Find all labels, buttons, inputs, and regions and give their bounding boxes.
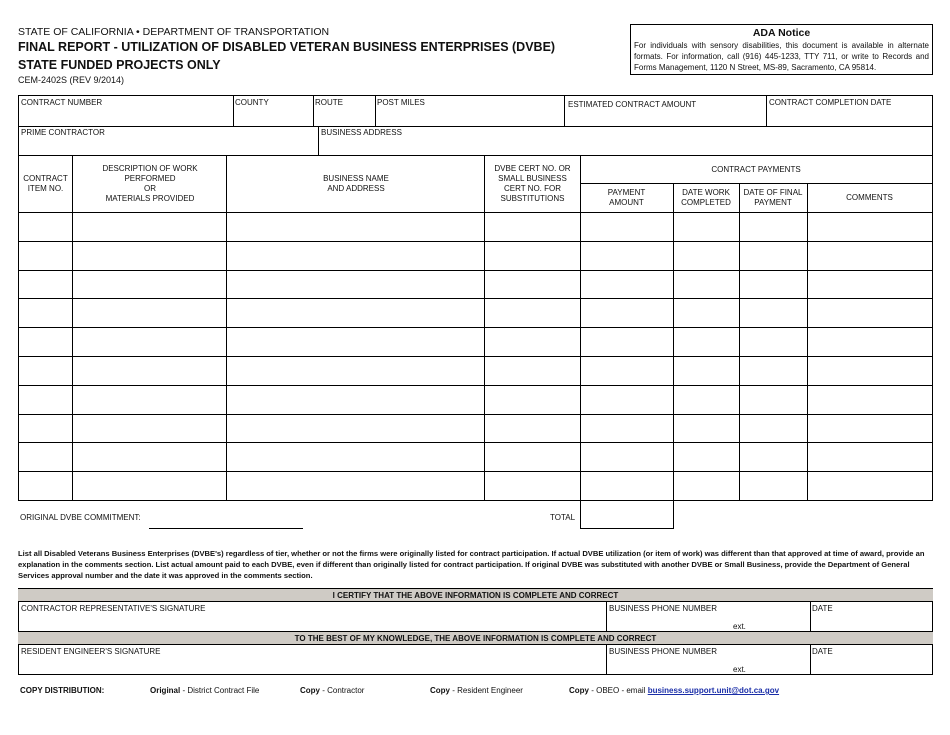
col-header-payment-amount: PAYMENT AMOUNT [607, 188, 646, 207]
col-header-date-completed: DATE WORK COMPLETED [681, 188, 731, 207]
cell-date-final-payment[interactable] [740, 299, 807, 327]
col-header-date-final-payment: DATE OF FINAL PAYMENT [743, 188, 803, 207]
col-header-description: DESCRIPTION OF WORK PERFORMED OR MATERIALS PROVIDED [102, 164, 198, 203]
cell-date-final-payment[interactable] [740, 357, 807, 385]
cell-date-final-payment[interactable] [740, 213, 807, 241]
form-number: CEM-2402S (REV 9/2014) [18, 75, 125, 85]
col-header-comments: COMMENTS [846, 193, 893, 202]
ada-notice-title: ADA Notice [752, 27, 811, 39]
knowledge-heading: TO THE BEST OF MY KNOWLEDGE, THE ABOVE INFORMATION IS COMPLETE AND CORRECT [18, 631, 933, 645]
ada-notice-box [630, 24, 933, 75]
contractor-phone-label: BUSINESS PHONE NUMBER [609, 604, 718, 613]
cell-date-completed[interactable] [674, 443, 739, 471]
distribution-copy-contractor [300, 686, 364, 695]
copy-contractor-text: - Contractor [320, 686, 365, 695]
original-commitment-field[interactable] [149, 512, 303, 529]
row-divider [18, 500, 933, 501]
cell-cert-no[interactable] [485, 415, 580, 443]
cell-comments[interactable] [808, 415, 932, 443]
cell-comments[interactable] [808, 213, 932, 241]
original-bold: Original [150, 686, 181, 695]
cell-description[interactable] [73, 386, 226, 414]
cell-comments[interactable] [808, 472, 932, 500]
engineer-phone-label: BUSINESS PHONE NUMBER [609, 647, 718, 656]
cell-item-no[interactable] [19, 386, 72, 414]
cell-business-name[interactable] [227, 415, 484, 443]
cell-business-name[interactable] [227, 443, 484, 471]
cell-business-name[interactable] [227, 357, 484, 385]
cell-item-no[interactable] [19, 271, 72, 299]
cell-item-no[interactable] [19, 242, 72, 270]
business-address-label: BUSINESS ADDRESS [321, 128, 402, 137]
cell-business-name[interactable] [227, 299, 484, 327]
cell-payment-amount[interactable] [581, 415, 673, 443]
cell-cert-no[interactable] [485, 271, 580, 299]
ada-notice-text: For individuals with sensory disabilities, this document is available in alternate formats. For information, call (916) 445-1233, TTY 711, or write to Records and Forms Management, 1120 N Street, MS-89, Sacramento, CA 95814. [634, 41, 929, 72]
cell-date-completed[interactable] [674, 328, 739, 356]
engineer-ext-label: ext. [733, 665, 746, 674]
cell-business-name[interactable] [227, 271, 484, 299]
cell-comments[interactable] [808, 443, 932, 471]
county-label: COUNTY [235, 98, 269, 107]
cell-item-no[interactable] [19, 328, 72, 356]
cell-date-completed[interactable] [674, 213, 739, 241]
form-subtitle: STATE FUNDED PROJECTS ONLY [18, 58, 221, 72]
contractor-ext-label: ext. [733, 622, 746, 631]
cell-comments[interactable] [808, 386, 932, 414]
cell-business-name[interactable] [227, 213, 484, 241]
cell-cert-no[interactable] [485, 213, 580, 241]
cell-date-final-payment[interactable] [740, 415, 807, 443]
contractor-date-label: DATE [812, 604, 833, 613]
cell-item-no[interactable] [19, 415, 72, 443]
distribution-copy-obeo [569, 686, 779, 695]
cell-payment-amount[interactable] [581, 328, 673, 356]
cell-date-completed[interactable] [674, 386, 739, 414]
cell-payment-amount[interactable] [581, 213, 673, 241]
business-address-field[interactable] [319, 127, 932, 155]
cell-item-no[interactable] [19, 443, 72, 471]
cell-date-completed[interactable] [674, 357, 739, 385]
instructions-text: List all Disabled Veterans Business Enterprises (DVBE's) regardless of tier, whether or not the firms were originally listed for contract participation. If actual DVBE utilization (or item of work) was different than that approved at time of award, provide an explanation in the comments section. List actual amount paid to each DVBE, even if different than originally listed for contract participation. If original DVBE was substituted with another DVBE or Small Business, provide the Department of General Services approval number and the date it was approved in the comments section. [18, 549, 925, 580]
agency-line: STATE OF CALIFORNIA • DEPARTMENT OF TRANSPORTATION [18, 26, 330, 38]
cell-cert-no[interactable] [485, 443, 580, 471]
distribution-original [150, 686, 259, 695]
cell-date-completed[interactable] [674, 415, 739, 443]
cell-business-name[interactable] [227, 472, 484, 500]
cell-item-no[interactable] [19, 213, 72, 241]
total-label: TOTAL [550, 513, 576, 522]
post-miles-label: POST MILES [377, 98, 425, 107]
original-text: - District Contract File [180, 686, 260, 695]
cell-item-no[interactable] [19, 357, 72, 385]
cell-description[interactable] [73, 271, 226, 299]
cell-date-final-payment[interactable] [740, 271, 807, 299]
cell-date-completed[interactable] [674, 472, 739, 500]
engineer-date-label: DATE [812, 647, 833, 656]
cell-date-final-payment[interactable] [740, 386, 807, 414]
cell-description[interactable] [73, 472, 226, 500]
original-commitment-label: ORIGINAL DVBE COMMITMENT: [20, 513, 141, 522]
cell-date-final-payment[interactable] [740, 242, 807, 270]
cell-payment-amount[interactable] [581, 271, 673, 299]
cell-description[interactable] [73, 328, 226, 356]
cell-cert-no[interactable] [485, 386, 580, 414]
copy-bold: Copy [569, 686, 589, 695]
cell-payment-amount[interactable] [581, 242, 673, 270]
cell-cert-no[interactable] [485, 328, 580, 356]
cell-business-name[interactable] [227, 328, 484, 356]
cell-date-completed[interactable] [674, 271, 739, 299]
contract-number-label: CONTRACT NUMBER [21, 98, 103, 107]
cell-business-name[interactable] [227, 386, 484, 414]
copy-bold: Copy [300, 686, 320, 695]
distribution-copy-engineer [430, 686, 523, 695]
cell-cert-no[interactable] [485, 472, 580, 500]
cell-payment-amount[interactable] [581, 386, 673, 414]
col-header-item-no: CONTRACT ITEM NO. [23, 174, 68, 193]
cell-date-completed[interactable] [674, 242, 739, 270]
cell-date-final-payment[interactable] [740, 472, 807, 500]
copy-bold: Copy [430, 686, 450, 695]
cell-description[interactable] [73, 357, 226, 385]
cell-item-no[interactable] [19, 472, 72, 500]
copy-obeo-text: - OBEO - email [589, 686, 648, 695]
cell-date-completed[interactable] [674, 299, 739, 327]
cell-business-name[interactable] [227, 242, 484, 270]
cell-description[interactable] [73, 242, 226, 270]
engineer-signature-label: RESIDENT ENGINEER'S SIGNATURE [21, 647, 161, 656]
cell-item-no[interactable] [19, 299, 72, 327]
route-label: ROUTE [315, 98, 343, 107]
cell-description[interactable] [73, 213, 226, 241]
copy-engineer-text: - Resident Engineer [450, 686, 523, 695]
certify-heading: I CERTIFY THAT THE ABOVE INFORMATION IS COMPLETE AND CORRECT [18, 588, 933, 602]
obeo-email-link[interactable]: business.support.unit@dot.ca.gov [647, 686, 780, 695]
cell-payment-amount[interactable] [581, 357, 673, 385]
cell-cert-no[interactable] [485, 357, 580, 385]
col-header-cert-no: DVBE CERT NO. OR SMALL BUSINESS CERT NO. FOR SUBSTITUTIONS [494, 164, 571, 203]
cell-comments[interactable] [808, 299, 932, 327]
estimated-amount-label: ESTIMATED CONTRACT AMOUNT [568, 100, 697, 109]
cell-description[interactable] [73, 415, 226, 443]
form-title: FINAL REPORT - UTILIZATION OF DISABLED VETERAN BUSINESS ENTERPRISES (DVBE) [18, 40, 556, 54]
cell-comments[interactable] [808, 242, 932, 270]
cell-payment-amount[interactable] [581, 472, 673, 500]
cell-cert-no[interactable] [485, 299, 580, 327]
completion-date-label: CONTRACT COMPLETION DATE [769, 98, 892, 107]
cell-date-final-payment[interactable] [740, 328, 807, 356]
contractor-signature-label: CONTRACTOR REPRESENTATIVE'S SIGNATURE [21, 604, 206, 613]
total-payment-field[interactable] [581, 501, 673, 528]
cell-payment-amount[interactable] [581, 299, 673, 327]
cell-date-final-payment[interactable] [740, 443, 807, 471]
cell-comments[interactable] [808, 328, 932, 356]
distribution-label: COPY DISTRIBUTION: [20, 686, 105, 695]
cell-description[interactable] [73, 299, 226, 327]
cell-comments[interactable] [808, 357, 932, 385]
col-header-business-name: BUSINESS NAME AND ADDRESS [323, 174, 389, 193]
cell-description[interactable] [73, 443, 226, 471]
prime-contractor-label: PRIME CONTRACTOR [21, 128, 105, 137]
col-header-contract-payments: CONTRACT PAYMENTS [711, 164, 801, 174]
cell-payment-amount[interactable] [581, 443, 673, 471]
cell-comments[interactable] [808, 271, 932, 299]
cell-cert-no[interactable] [485, 242, 580, 270]
